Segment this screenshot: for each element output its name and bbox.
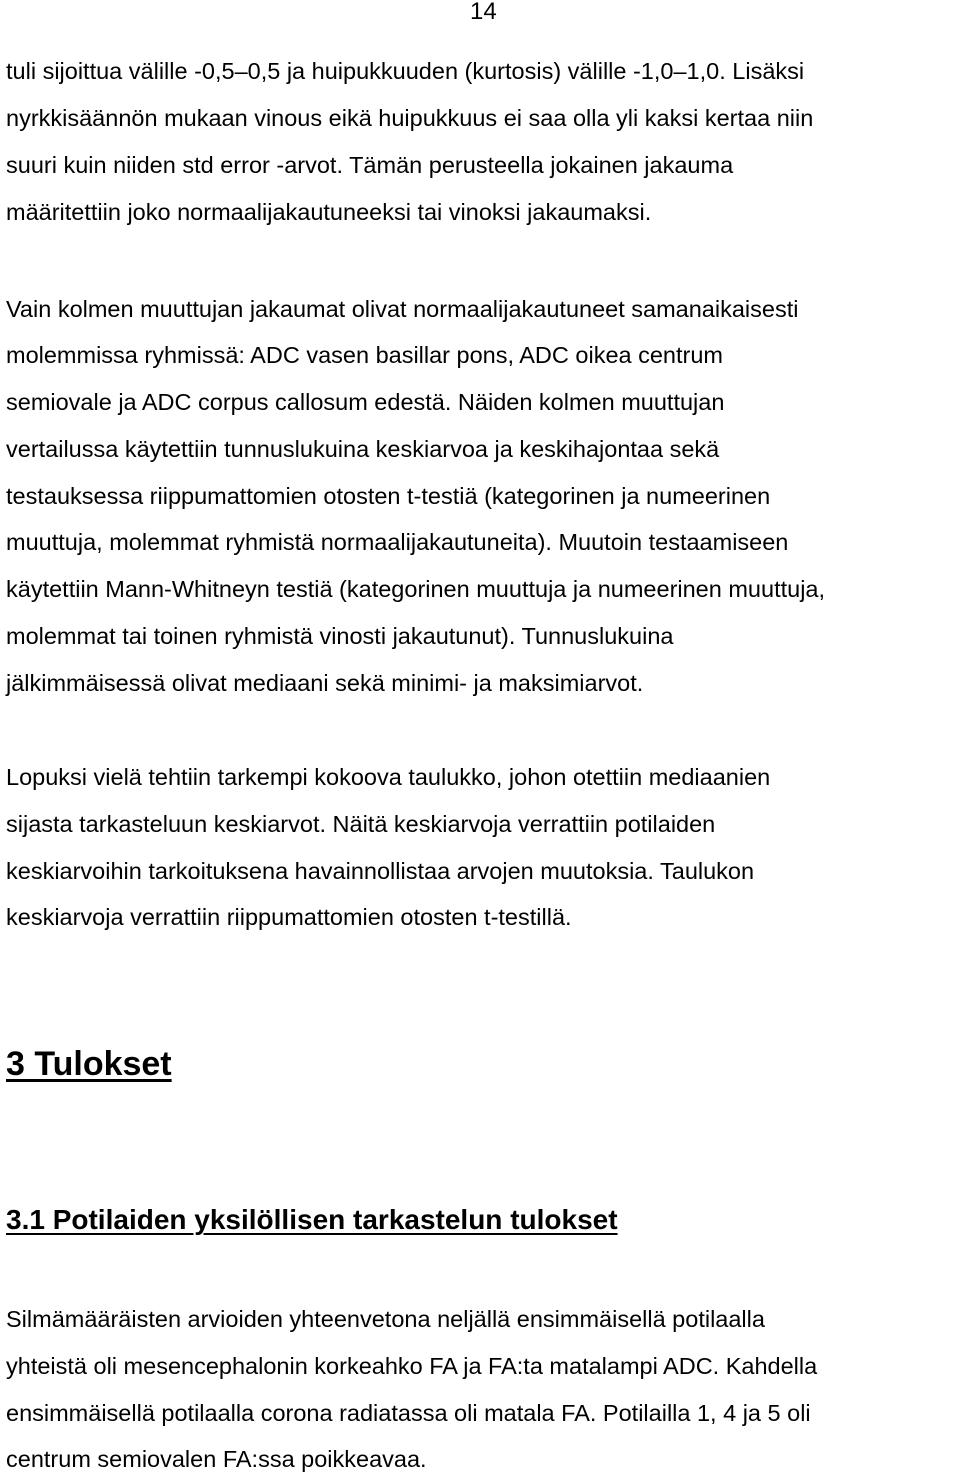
- text-line: testauksessa riippumattomien otosten t-testiä (kategorinen ja numeerinen: [6, 483, 771, 509]
- text-line: muuttuja, molemmat ryhmistä normaalijakautuneita). Muutoin testaamiseen: [6, 529, 789, 555]
- text-line: määritettiin joko normaalijakautuneeksi tai vinoksi jakaumaksi.: [6, 199, 652, 225]
- text-line: suuri kuin niiden std error -arvot. Tämän perusteella jokainen jakauma: [6, 152, 734, 178]
- text-line: centrum semiovalen FA:ssa poikkeavaa.: [6, 1446, 427, 1472]
- text-line: yhteistä oli mesencephalonin korkeahko FA ja FA:ta matalampi ADC. Kahdella: [6, 1353, 818, 1379]
- text-line: jälkimmäisessä olivat mediaani sekä minimi- ja maksimiarvot.: [6, 670, 644, 696]
- section-heading: 3 Tulokset: [6, 1045, 172, 1083]
- text-line: ensimmäisellä potilaalla corona radiatassa oli matala FA. Potilailla 1, 4 ja 5 oli: [6, 1400, 811, 1426]
- page-number: 14: [470, 0, 497, 25]
- text-line: keskiarvoihin tarkoituksena havainnollistaa arvojen muutoksia. Taulukon: [6, 858, 755, 884]
- text-line: molemmat tai toinen ryhmistä vinosti jakautunut). Tunnuslukuina: [6, 623, 674, 649]
- text-line: Lopuksi vielä tehtiin tarkempi kokoova taulukko, johon otettiin mediaanien: [6, 764, 771, 790]
- text-line: molemmissa ryhmissä: ADC vasen basillar pons, ADC oikea centrum: [6, 342, 724, 368]
- text-line: vertailussa käytettiin tunnuslukuina keskiarvoa ja keskihajontaa sekä: [6, 436, 720, 462]
- subsection-heading: 3.1 Potilaiden yksilöllisen tarkastelun tulokset: [6, 1204, 618, 1235]
- text-line: tuli sijoittua välille -0,5–0,5 ja huipukkuuden (kurtosis) välille -1,0–1,0. Lisäksi: [6, 58, 805, 84]
- text-line: nyrkkisäännön mukaan vinous eikä huipukkuus ei saa olla yli kaksi kertaa niin: [6, 105, 814, 131]
- text-line: keskiarvoja verrattiin riippumattomien otosten t-testillä.: [6, 904, 572, 930]
- text-line: käytettiin Mann-Whitneyn testiä (kategorinen muuttuja ja numeerinen muuttuja,: [6, 576, 826, 602]
- text-line: sijasta tarkasteluun keskiarvot. Näitä keskiarvoja verrattiin potilaiden: [6, 811, 716, 837]
- text-line: semiovale ja ADC corpus callosum edestä. Näiden kolmen muuttujan: [6, 389, 725, 415]
- text-line: Silmämääräisten arvioiden yhteenvetona neljällä ensimmäisellä potilaalla: [6, 1306, 765, 1332]
- text-line: Vain kolmen muuttujan jakaumat olivat normaalijakautuneet samanaikaisesti: [6, 296, 799, 322]
